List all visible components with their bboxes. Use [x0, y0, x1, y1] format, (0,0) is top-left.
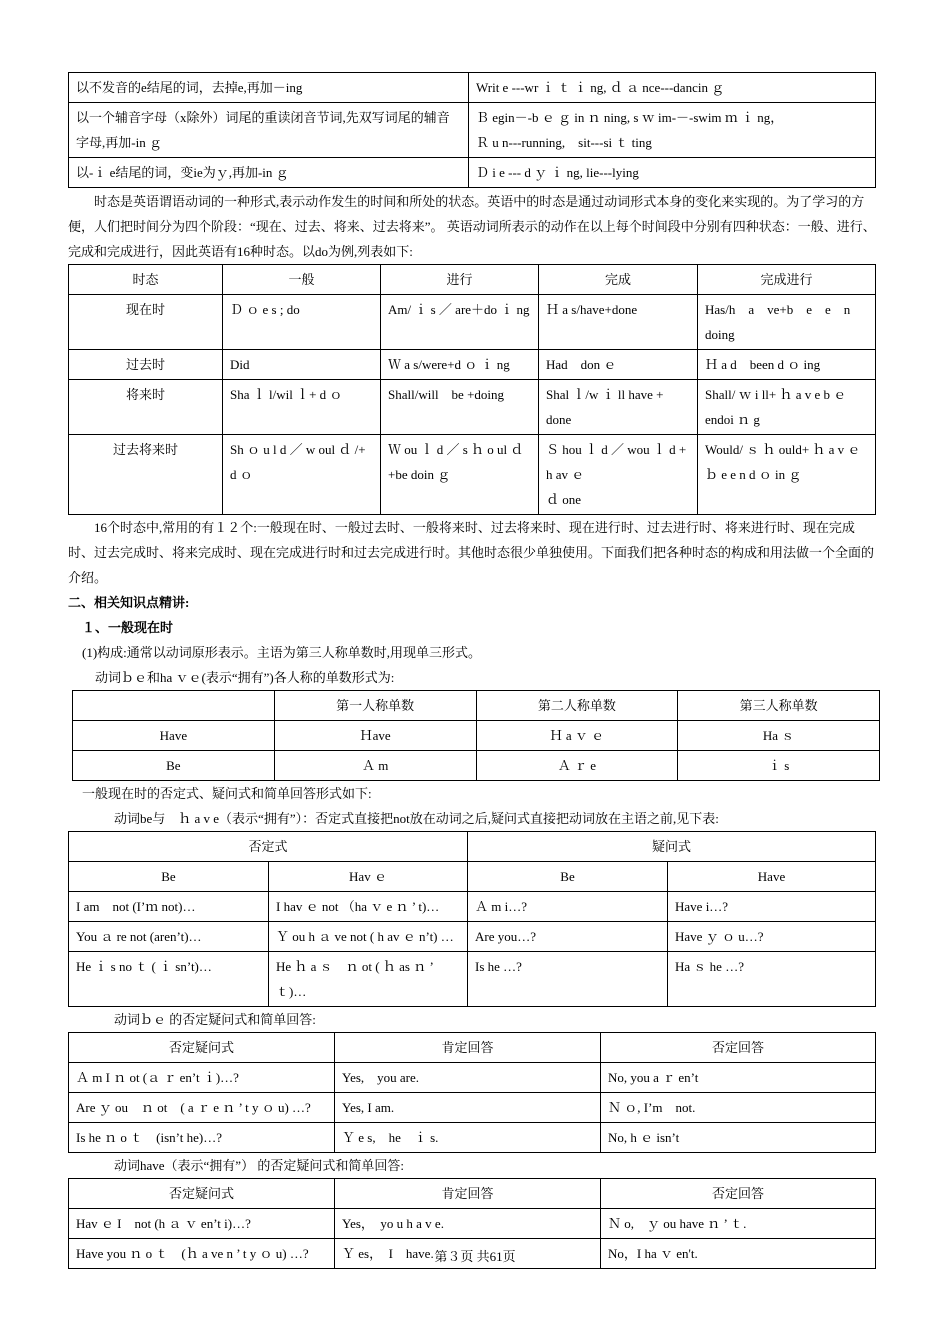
table-cell: Had don ｅ	[539, 350, 698, 380]
tense-name: 过去时	[69, 350, 223, 380]
table-cell: Did	[223, 350, 381, 380]
tense-name: 将来时	[69, 380, 223, 435]
table-cell: Is he …?	[468, 952, 668, 1007]
table-cell: Is he ｎ o ｔ (isn’t he)…?	[69, 1123, 335, 1153]
column-header: 第二人称单数	[476, 691, 678, 721]
column-header: Be	[468, 862, 668, 892]
table-cell: Ha ｓ	[678, 721, 880, 751]
table-cell: Ｓ hou ｌ d ／ wou ｌ d + h av ｅ ｄ one	[539, 435, 698, 515]
column-header: 肯定回答	[335, 1179, 601, 1209]
table-cell: Yes, you are.	[335, 1063, 601, 1093]
table-cell: Shal ｌ/w ｉ ll have + done	[539, 380, 698, 435]
table-cell: Ｈave	[274, 721, 476, 751]
table-row	[69, 1093, 876, 1123]
table-cell: Ｙ e s, he ｉ s.	[335, 1123, 601, 1153]
table-cell: You ａ re not (aren’t)…	[69, 922, 269, 952]
column-header: Have	[668, 862, 876, 892]
table-row	[69, 952, 876, 1007]
table-cell: Ｙ es， I have.	[335, 1239, 601, 1269]
table-cell: Are ｙ ou ｎ ot ( a ｒ e ｎ ’ t y ｏ u) …?	[69, 1093, 335, 1123]
table-cell: No，I ha ｖ en't.	[601, 1239, 876, 1269]
column-header: 完成	[539, 265, 698, 295]
column-header: Be	[69, 862, 269, 892]
table-cell: Ｈ a ｖ ｅ	[476, 721, 678, 751]
table-cell: Ｗ ou ｌ d ／ s ｈ o ul ｄ +be doin ｇ	[381, 435, 539, 515]
table-cell: No, you a ｒ en’t	[601, 1063, 876, 1093]
table-cell: Am/ ｉ s ／ are＋do ｉ ng	[381, 295, 539, 350]
example-cell: Ｂ egin－-b ｅ ｇ in ｎ ning, s ｗ im-－-swim ｍ ｉ ng， Ｒ u n---running, sit---si ｔ ting	[469, 103, 876, 158]
table-cell: Hav ｅ I not (h ａ ｖ en’t i)…?	[69, 1209, 335, 1239]
tense-intro-paragraph: 时态是英语谓语动词的一种形式,表示动作发生的时间和所处的状态。英语中的时态是通过动词形式本身的变化来实现的。为了学习的方便，人们把时间分为四个阶段：“现在、过去、将来、过去将来”。 英语动词所表示的动作在以上每个时间段中分别有四种状态：一般、进行、完成和完成进行，因此英语有16种时态。以do为例,列表如下:	[68, 194, 876, 259]
table-cell: Ａ m I ｎ ot (ａ ｒ en’t ｉ)…?	[69, 1063, 335, 1093]
be-neg-question-table	[68, 1032, 876, 1153]
table-cell: I hav ｅ not （ha ｖ e ｎ ’ t)…	[269, 892, 468, 922]
table-cell: Yes， yo u h a v e.	[335, 1209, 601, 1239]
table-cell: He ｈ a ｓ ｎ ot ( ｈ as ｎ ’ ｔ)…	[269, 952, 468, 1007]
table-cell: Ｈ a s/have+done	[539, 295, 698, 350]
table-cell: Sha ｌ l/wil ｌ+ d ｏ	[223, 380, 381, 435]
table-row	[69, 1123, 876, 1153]
table-row	[69, 435, 876, 515]
table-cell: Are you…?	[468, 922, 668, 952]
column-header: 肯定回答	[335, 1033, 601, 1063]
example-cell: Ｄ i e --- d ｙ ｉ ng, lie---lying	[469, 158, 876, 188]
column-header: 完成进行	[698, 265, 876, 295]
table-header-row	[69, 862, 876, 892]
common-tenses-paragraph: 16个时态中,常用的有１２个:一般现在时、一般过去时、一般将来时、过去将来时、现在进行时、过去进行时、将来进行时、现在完成时、过去完成时、将来完成时、现在完成进行时和过去完成进行时。其他时态很少单独使用。下面我们把各种时态的构成和用法做一个全面的介绍。	[68, 520, 875, 585]
table-cell: Shall/ ｗ i ll+ ｈ a v e b ｅ endoi ｎ g	[698, 380, 876, 435]
table-cell: Have ｙ ｏ u…?	[668, 922, 876, 952]
group-header: 否定式	[69, 832, 468, 862]
column-header	[73, 691, 275, 721]
table-cell: ｉ s	[678, 751, 880, 781]
page-content	[68, 72, 876, 1269]
rule-cell: 以-ｉ e结尾的词，变ie为ｙ,再加-in ｇ	[69, 158, 469, 188]
table-cell: Ｙ ou h ａ ve not ( h av ｅ n’t) …	[269, 922, 468, 952]
tense-name: 现在时	[69, 295, 223, 350]
subsection-heading: １、一般现在时	[82, 620, 174, 635]
table-cell: Have	[73, 721, 275, 751]
be-have-intro: 动词ｂｅ和ha ｖｅ(表示“拥有”)各人称的单数形式为:	[95, 670, 395, 685]
column-header: 第三人称单数	[678, 691, 880, 721]
column-header: 否定回答	[601, 1033, 876, 1063]
table-header-row	[69, 1179, 876, 1209]
table-header-row	[69, 832, 876, 862]
table-row	[69, 922, 876, 952]
table-row	[69, 1063, 876, 1093]
table-row	[69, 103, 876, 158]
be-neg-question-intro: 动词ｂｅ 的否定疑问式和简单回答:	[114, 1012, 316, 1027]
table-header-row	[73, 691, 880, 721]
table-cell: Ａ m i…?	[468, 892, 668, 922]
table-row	[69, 1209, 876, 1239]
column-header: 第一人称单数	[274, 691, 476, 721]
column-header: 否定回答	[601, 1179, 876, 1209]
table-header-row	[69, 1033, 876, 1063]
table-cell: Ｈ a d been d ｏ ing	[698, 350, 876, 380]
have-neg-question-intro: 动词have（表示“拥有”） 的否定疑问式和简单回答:	[114, 1158, 404, 1173]
column-header: 一般	[223, 265, 381, 295]
table-row	[69, 73, 876, 103]
column-header: 时态	[69, 265, 223, 295]
table-row	[69, 158, 876, 188]
column-header: 进行	[381, 265, 539, 295]
column-header: 否定疑问式	[69, 1179, 335, 1209]
tense-table	[68, 264, 876, 515]
table-cell: Has/h a ve+b e e n doing	[698, 295, 876, 350]
table-row	[73, 721, 880, 751]
page-number-footer: 第３页 共61页	[434, 1249, 516, 1264]
table-row	[69, 892, 876, 922]
column-header: 否定疑问式	[69, 1033, 335, 1063]
column-header: Hav ｅ	[269, 862, 468, 892]
construct-line: (1)构成:通常以动词原形表示。主语为第三人称单数时,用现单三形式。	[82, 645, 482, 660]
example-cell: Writ e ---wr ｉ ｔ ｉ ng, ｄ ａ nce---dancin ｇ	[469, 73, 876, 103]
table-cell: Yes, I am.	[335, 1093, 601, 1123]
table-cell: Would/ ｓ ｈ ould+ ｈ a v ｅ ｂ e e n d ｏ in ｇ	[698, 435, 876, 515]
table-cell: Ｄ ｏ e s ; do	[223, 295, 381, 350]
be-have-neg-intro: 动词be与 ｈ a v e（表示“拥有”）：否定式直接把not放在动词之后,疑问式直接把动词放在主语之前,见下表:	[114, 811, 719, 826]
table-row	[69, 350, 876, 380]
table-row	[69, 295, 876, 350]
table-row	[73, 751, 880, 781]
rule-cell: 以不发音的e结尾的词，去掉e,再加－ing	[69, 73, 469, 103]
table-row	[69, 380, 876, 435]
table-cell: Be	[73, 751, 275, 781]
table-cell: No, h ｅ isn’t	[601, 1123, 876, 1153]
table-header-row	[69, 265, 876, 295]
group-header: 疑问式	[468, 832, 876, 862]
table-cell: Ａ ｒ e	[476, 751, 678, 781]
table-cell: Sh ｏ u l d ／ w oul ｄ /+ d ｏ	[223, 435, 381, 515]
neg-question-intro: 一般现在时的否定式、疑问式和简单回答形式如下:	[82, 786, 372, 801]
table-cell: Ｎ ｏ, I’m not.	[601, 1093, 876, 1123]
table-cell: Ａ m	[274, 751, 476, 781]
section-heading: 二、相关知识点精讲:	[68, 595, 190, 610]
tense-name: 过去将来时	[69, 435, 223, 515]
ing-rule-table	[68, 72, 876, 188]
rule-cell: 以一个辅音字母（x除外）词尾的重读闭音节词,先双写词尾的辅音字母,再加-in ｇ	[69, 103, 469, 158]
table-cell: Have you ｎ o ｔ (ｈ a ve n ’ t y ｏ u) …?	[69, 1239, 335, 1269]
table-cell: Ha ｓ he …?	[668, 952, 876, 1007]
negative-question-table	[68, 831, 876, 1007]
table-cell: I am not (I’ｍ not)…	[69, 892, 269, 922]
person-form-table	[72, 690, 880, 781]
table-cell: Shall/will be +doing	[381, 380, 539, 435]
table-cell: He ｉ s no ｔ ( ｉ sn’t)…	[69, 952, 269, 1007]
table-cell: Have i…?	[668, 892, 876, 922]
table-cell: Ｗ a s/were+d ｏ ｉ ng	[381, 350, 539, 380]
table-cell: Ｎ o, ｙ ou have ｎ ’ ｔ.	[601, 1209, 876, 1239]
